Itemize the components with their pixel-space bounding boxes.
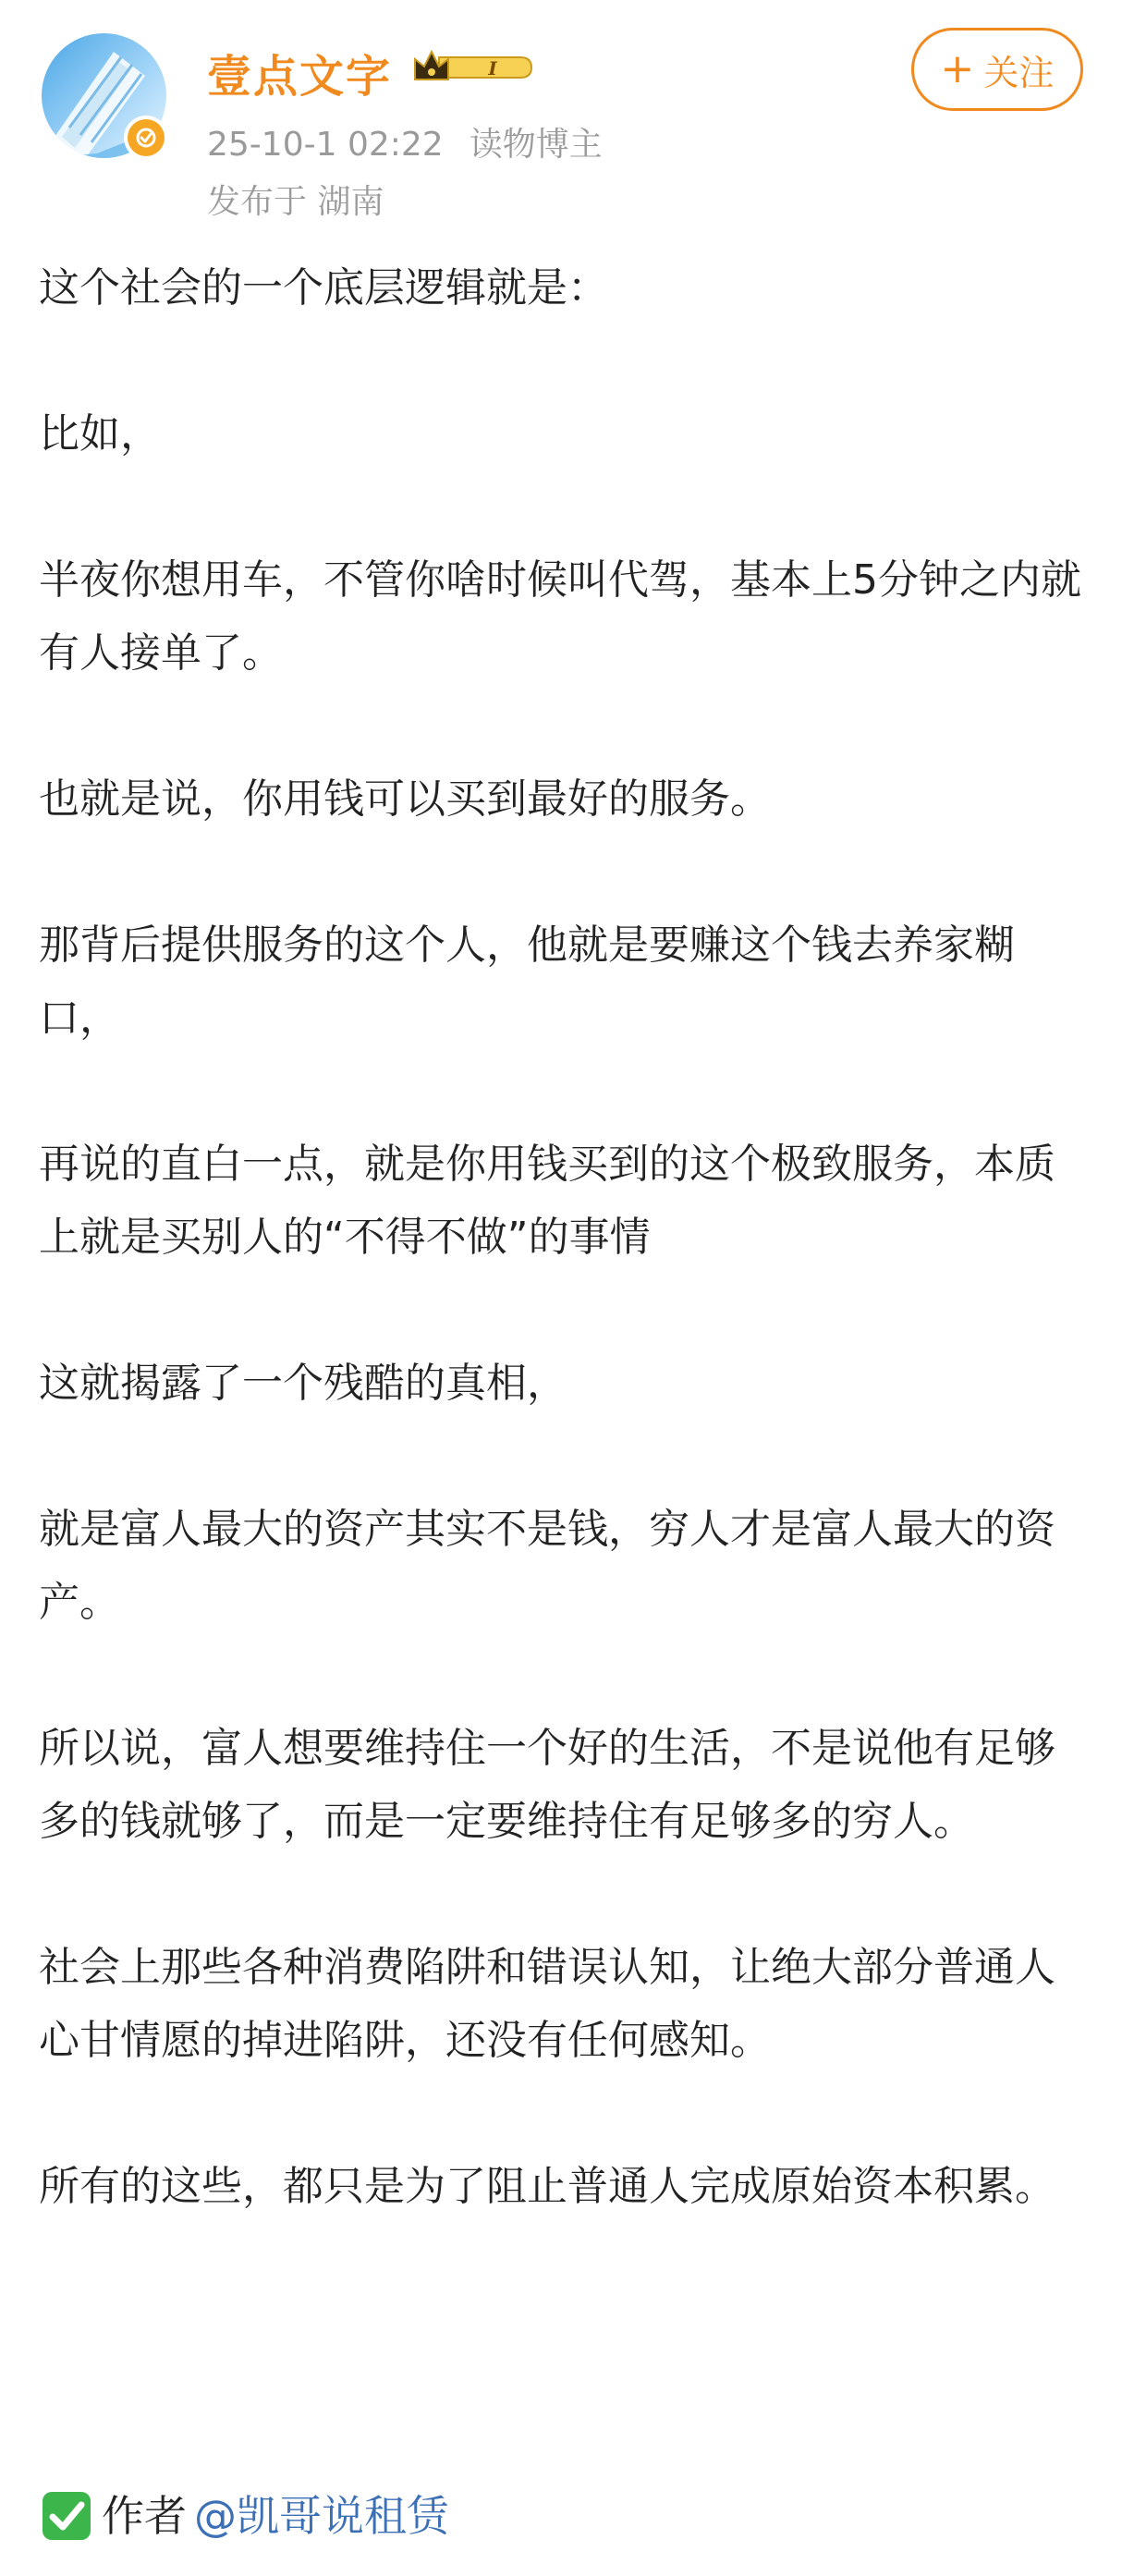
post-paragraph: 比如， xyxy=(39,410,161,458)
post-paragraph: 所有的这些，都只是为了阻止普通人完成原始资本积累。 xyxy=(39,2163,1055,2210)
follow-label: 关注 xyxy=(983,52,1055,93)
user-role: 读物博主 xyxy=(469,126,603,164)
post-paragraph: 所以说，富人想要维持住一个好的生活，不是说他有足够多的钱就够了，而是一定要维持住有足够多的穷人。 xyxy=(39,1725,1055,1845)
post-paragraph: 半夜你想用车，不管你啥时候叫代驾，基本上5分钟之内就有人接单了。 xyxy=(39,556,1081,677)
post-paragraph: 那背后提供服务的这个人，他就是要赚这个钱去养家糊口， xyxy=(39,922,1015,1042)
verified-badge-icon xyxy=(124,116,168,160)
post-paragraph: 就是富人最大的资产其实不是钱，穷人才是富人最大的资产。 xyxy=(39,1506,1055,1626)
post-paragraph: 社会上那些各种消费陷阱和错误认知，让绝大部分普通人心甘情愿的掉进陷阱，还没有任何感知。 xyxy=(39,1944,1055,2064)
post-paragraph: 也就是说，你用钱可以买到最好的服务。 xyxy=(39,775,771,823)
post-header xyxy=(0,0,1122,240)
post-paragraph: 这就揭露了一个残酷的真相， xyxy=(39,1360,567,1407)
crown-level-icon[interactable] xyxy=(411,46,536,89)
post-paragraph: 这个社会的一个底层逻辑就是： xyxy=(39,264,608,311)
author-credit xyxy=(39,2483,449,2549)
user-name[interactable]: 壹点文字 xyxy=(207,51,393,103)
post-timestamp: 25-10-1 02:22 xyxy=(207,126,444,164)
author-label: 作者 xyxy=(102,2491,187,2541)
check-mark-icon xyxy=(39,2488,94,2544)
follow-button[interactable] xyxy=(911,28,1083,111)
level-badge-text: I xyxy=(488,57,497,79)
avatar[interactable] xyxy=(42,33,166,158)
plus-icon: + xyxy=(940,45,975,92)
author-mention-link[interactable]: @凯哥说租赁 xyxy=(194,2491,449,2541)
post-location: 发布于 湖南 xyxy=(207,183,384,221)
post-meta xyxy=(207,118,603,165)
post-paragraph: 再说的直白一点，就是你用钱买到的这个极致服务，本质上就是买别人的“不得不做”的事情 xyxy=(39,1141,1055,1261)
post-body xyxy=(39,251,1083,2223)
